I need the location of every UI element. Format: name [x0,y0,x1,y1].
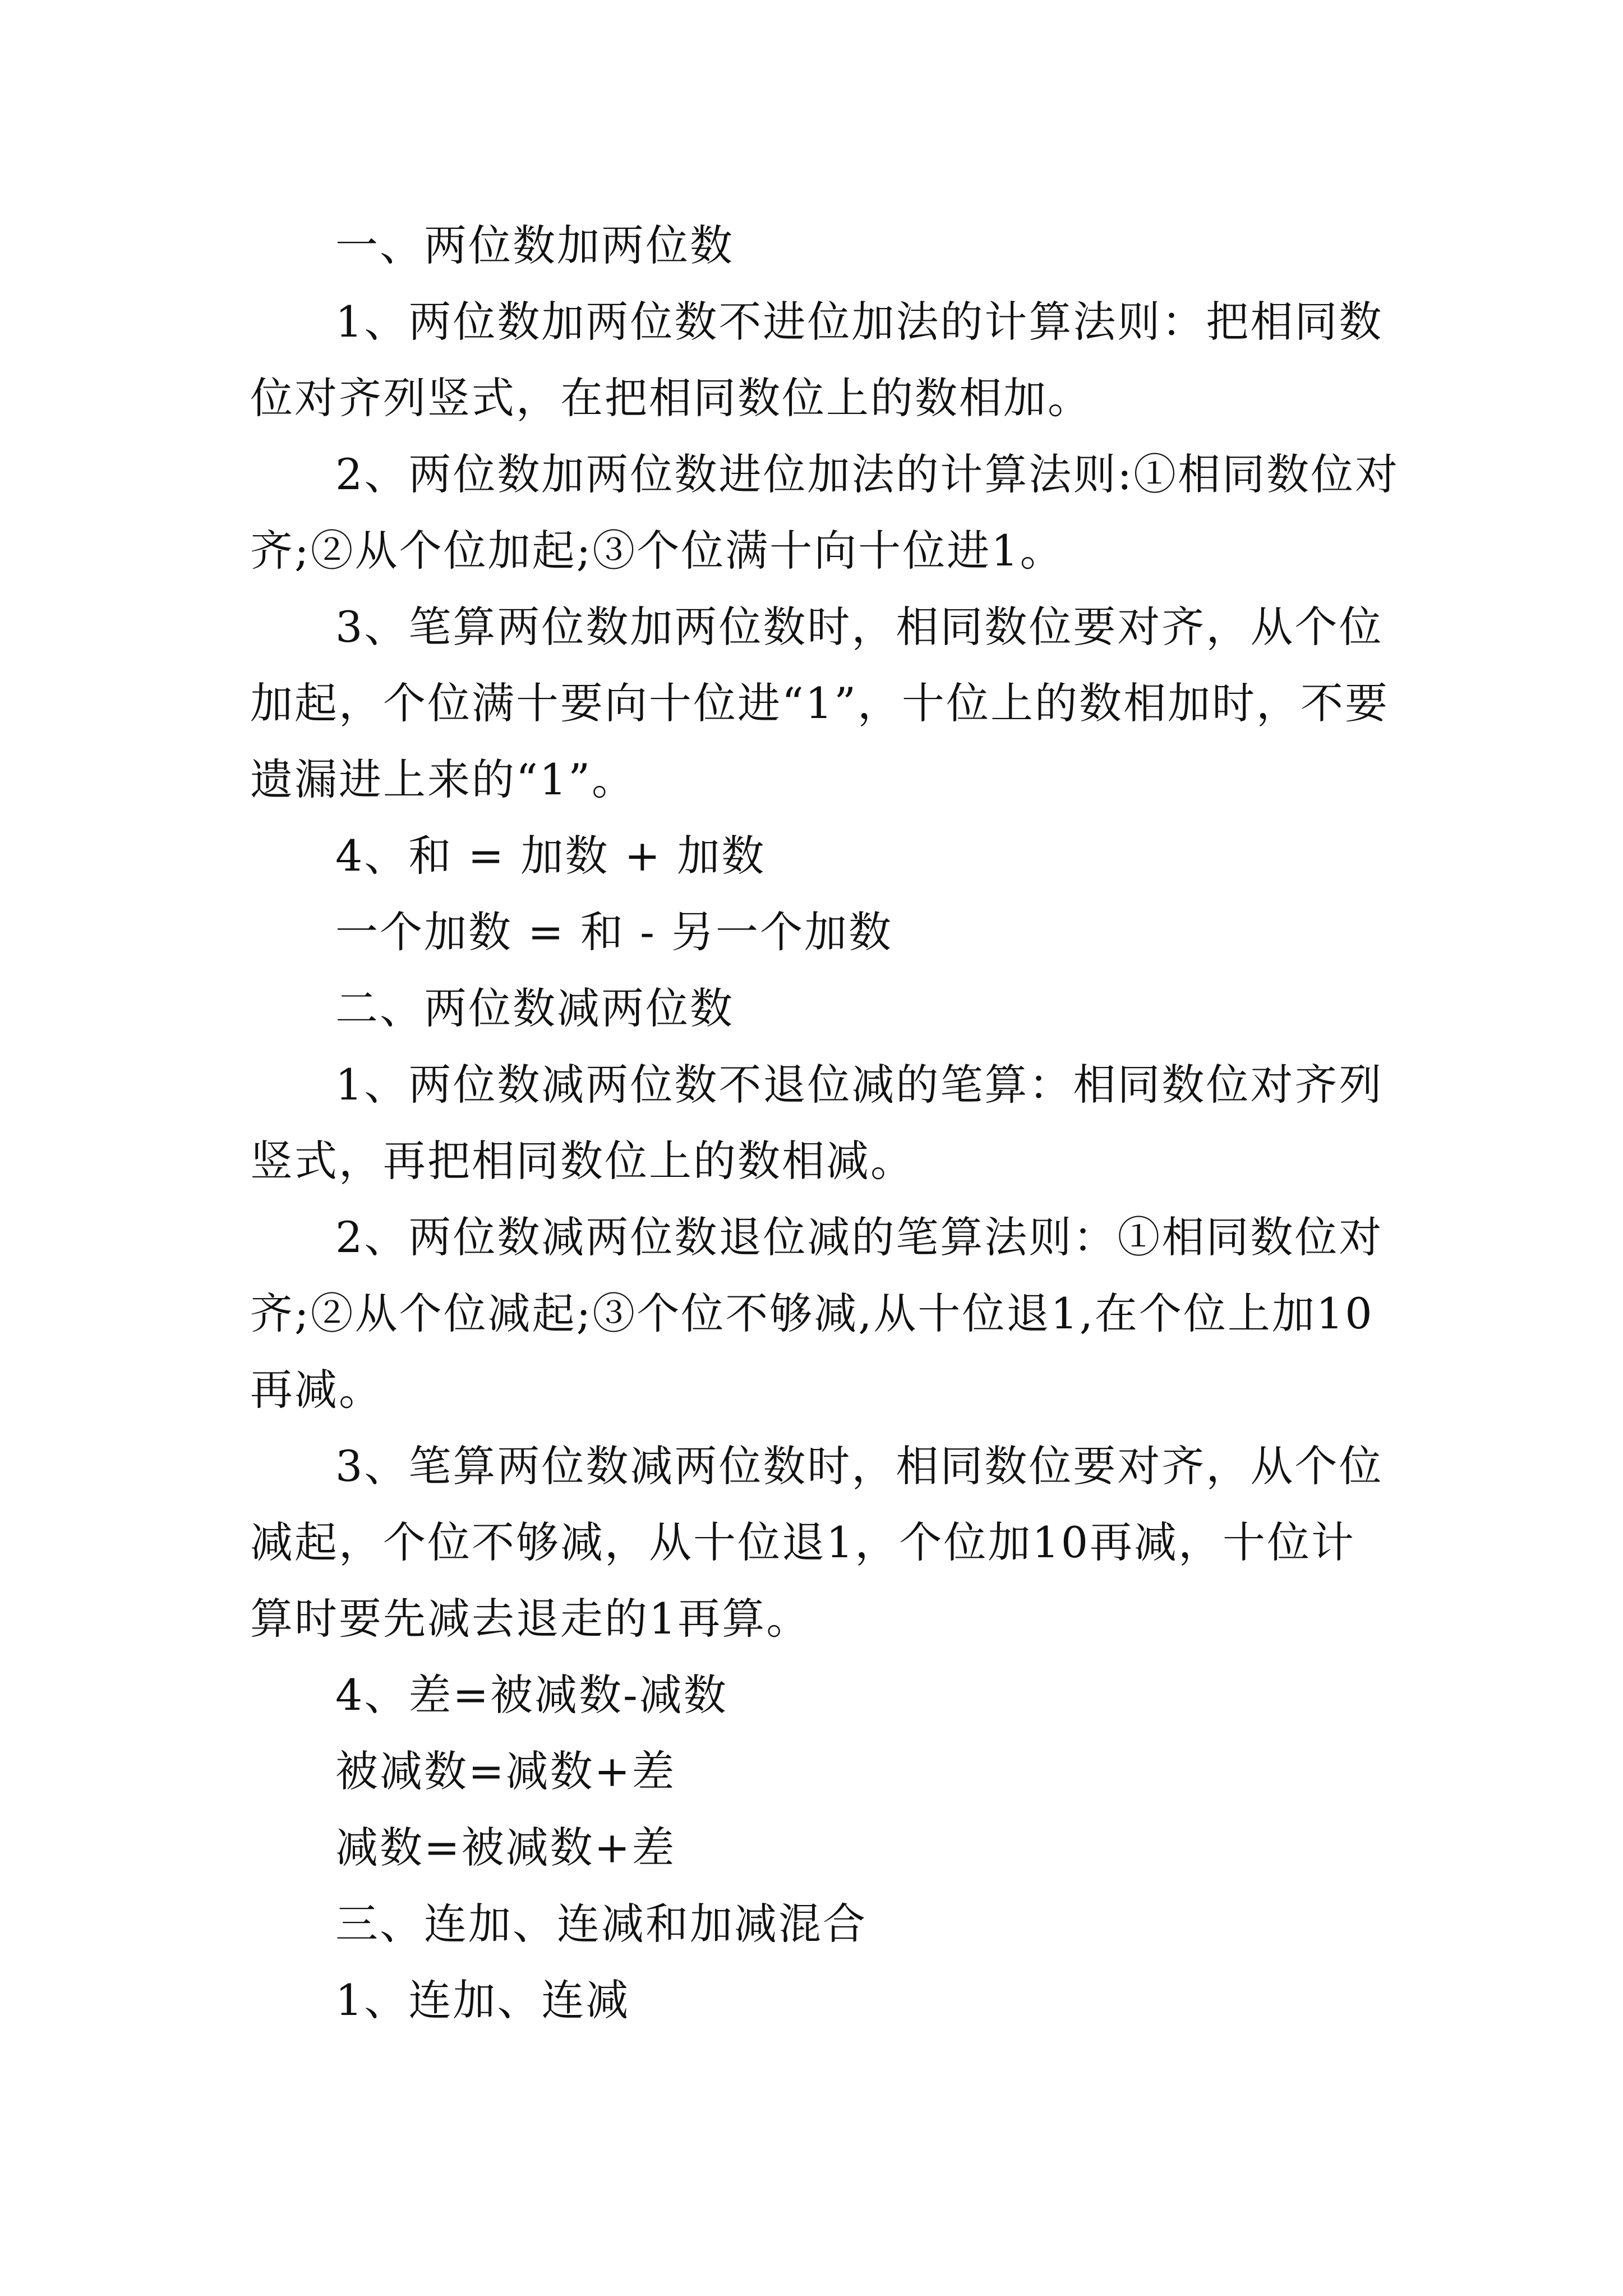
section-heading-addition: 一、两位数加两位数 [335,220,734,270]
section-heading-subtraction: 二、两位数减两位数 [335,983,734,1033]
paragraph-subtraction-formula-1: 4、差=被减数-减数 [335,1670,728,1720]
paragraph-subtraction-rule-3: 3、笔算两位数减两位数时，相同数位要对齐，从个位减起，个位不够减，从十位退1，个位加10再减，十位计算时要先减去退走的1再算。 [250,1441,1384,1644]
paragraph-subtraction-formula-3: 减数=被减数+差 [335,1823,676,1872]
paragraph-subtraction-formula-2: 被减数=减数+差 [335,1746,676,1796]
section-heading-mixed: 三、连加、连减和加减混合 [335,1899,867,1949]
paragraph-addition-rule-3: 3、笔算两位数加两位数时，相同数位要对齐，从个位加起，个位满十要向十位进“1”，十位上的数相加时，不要遗漏进上来的“1”。 [250,602,1390,804]
paragraph-addition-rule-1: 1、两位数加两位数不进位加法的计算法则：把相同数位对齐列竖式，在把相同数位上的数相加。 [250,297,1384,423]
paragraph-subtraction-rule-1: 1、两位数减两位数不退位减的笔算：相同数位对齐列竖式，再把相同数位上的数相减。 [250,1060,1384,1186]
paragraph-addition-rule-2: 2、两位数加两位数进位加法的计算法则:①相同数位对齐;②从个位加起;③个位满十向十位进1。 [250,449,1399,576]
paragraph-addition-formula-2: 一个加数 = 和 - 另一个加数 [335,907,893,957]
document-body [250,208,1400,2039]
paragraph-mixed-1: 1、连加、连减 [335,1975,630,2025]
paragraph-addition-formula-1: 4、和 = 加数 + 加数 [335,831,766,881]
paragraph-subtraction-rule-2: 2、两位数减两位数退位减的笔算法则：①相同数位对齐;②从个位减起;③个位不够减,从十位退1,在个位上加10再减。 [250,1212,1384,1415]
